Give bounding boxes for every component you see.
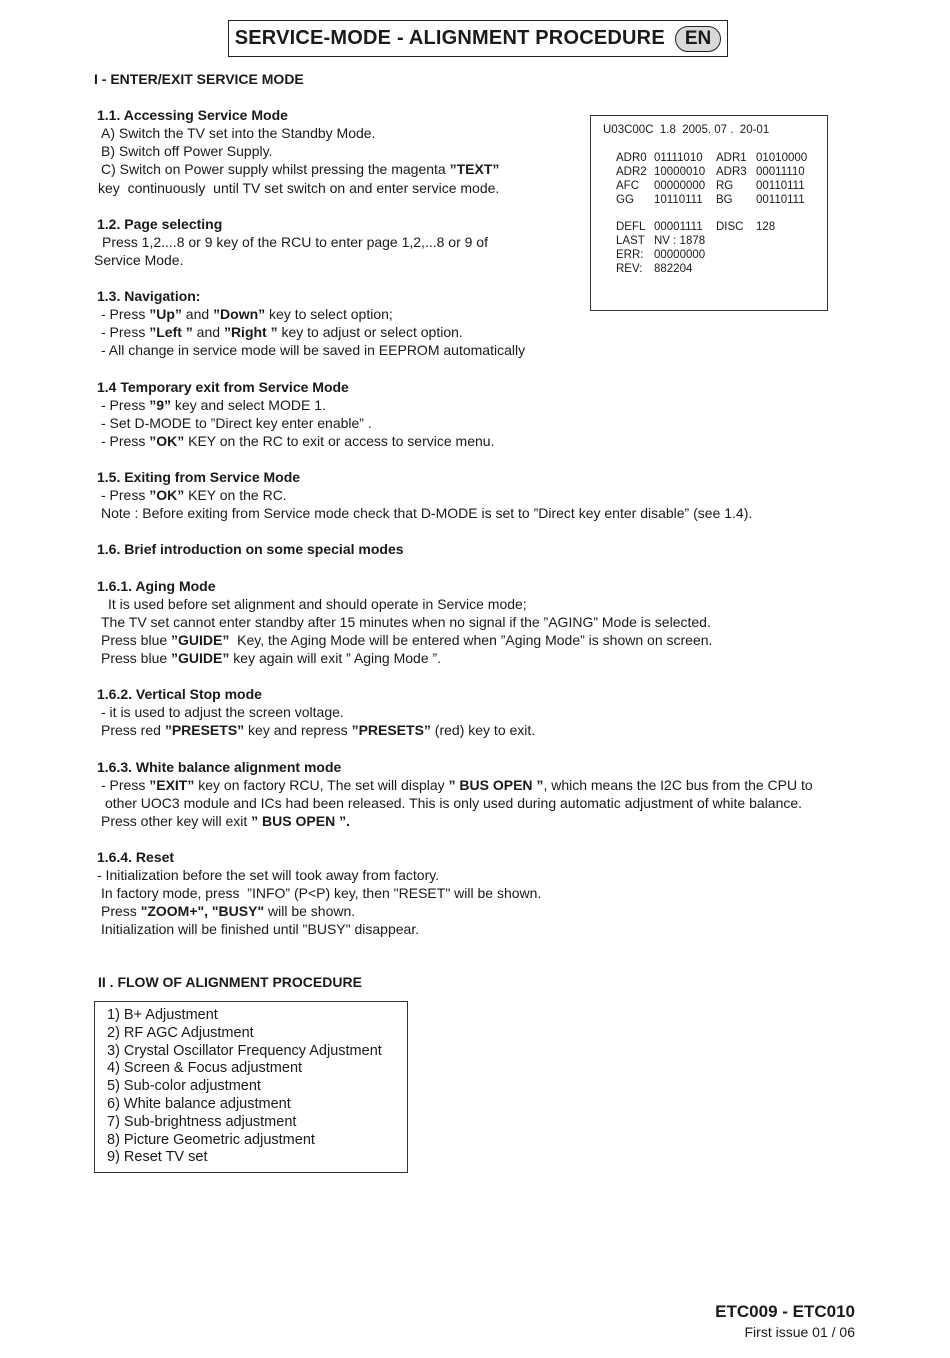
heading-exiting-service-mode: 1.5. Exiting from Service Mode <box>97 469 301 486</box>
exiting-line-1: - Press ”OK” KEY on the RC. <box>101 487 287 504</box>
reset-line-1: - Initialization before the set will took away from factory. <box>97 867 440 884</box>
heading-accessing-service-mode: 1.1. Accessing Service Mode <box>97 107 288 124</box>
step-c: C) Switch on Power supply whilst pressing the magenta ”TEXT” <box>101 161 500 178</box>
screen-row: REV: 882204 <box>616 263 693 275</box>
white-balance-line-1: - Press ”EXIT” key on factory RCU, The set will display ” BUS OPEN ”, which means the I2C bus from the CPU to <box>101 776 813 793</box>
screen-row: ADR2 10000010 ADR3 00011110 <box>616 166 805 178</box>
reset-line-3: Press "ZOOM+", "BUSY" will be shown. <box>101 903 356 920</box>
section-heading-flow: II . FLOW OF ALIGNMENT PROCEDURE <box>98 973 362 990</box>
vertical-stop-line-2: Press red ”PRESETS” key and repress ”PRESETS” (red) key to exit. <box>101 722 536 739</box>
alignment-flow-list <box>94 1001 408 1173</box>
screen-row: LAST NV : 1878 <box>616 235 706 247</box>
white-balance-line-2: other UOC3 module and ICs had been released. This is only used during automatic adjustment of white balance. <box>105 794 803 811</box>
heading-temporary-exit: 1.4 Temporary exit from Service Mode <box>97 378 349 395</box>
screen-row: ERR: 00000000 <box>616 249 706 261</box>
aging-line-4: Press blue ”GUIDE” key again will exit ” Aging Mode ”. <box>101 650 442 666</box>
flow-step: 6) White balance adjustment <box>107 1095 291 1112</box>
flow-step: 1) B+ Adjustment <box>107 1007 218 1023</box>
service-screen-display <box>590 115 828 311</box>
screen-row: GG 10110111 BG 00110111 <box>616 194 805 206</box>
flow-step: 3) Crystal Oscillator Frequency Adjustment <box>107 1042 382 1059</box>
heading-vertical-stop-mode: 1.6.2. Vertical Stop mode <box>97 686 262 703</box>
page-title-box <box>228 20 728 57</box>
reset-line-4: Initialization will be finished until "BUSY" disappear. <box>101 921 420 938</box>
page-title: SERVICE-MODE - ALIGNMENT PROCEDURE <box>234 27 665 49</box>
aging-line-1: It is used before set alignment and should operate in Service mode; <box>108 595 527 612</box>
flow-step: 8) Picture Geometric adjustment <box>107 1131 315 1148</box>
temporary-exit-line-1: - Press ”9” key and select MODE 1. <box>101 396 326 413</box>
flow-step: 4) Screen & Focus adjustment <box>107 1060 303 1077</box>
navigation-line-2: - Press ”Left ” and ”Right ” key to adjust or select option. <box>101 324 463 341</box>
footer-model: ETC009 - ETC010 <box>715 1302 855 1321</box>
heading-aging-mode: 1.6.1. Aging Mode <box>97 577 216 594</box>
heading-navigation: 1.3. Navigation: <box>97 288 201 305</box>
step-c-continued: key continuously until TV set switch on and enter service mode. <box>98 179 500 196</box>
heading-reset: 1.6.4. Reset <box>97 849 175 866</box>
navigation-line-3: - All change in service mode will be saved in EEPROM automatically <box>101 342 526 359</box>
aging-line-2: The TV set cannot enter standby after 15 minutes when no signal if the ”AGING” Mode is selected. <box>101 613 711 630</box>
vertical-stop-line-1: - it is used to adjust the screen voltage. <box>101 704 344 721</box>
screen-row: ADR0 01111010 ADR1 01010000 <box>616 152 808 164</box>
flow-step: 2) RF AGC Adjustment <box>107 1024 254 1041</box>
flow-step: 7) Sub-brightness adjustment <box>107 1113 297 1130</box>
flow-step: 9) Reset TV set <box>107 1149 208 1166</box>
white-balance-line-3: Press other key will exit ” BUS OPEN ”. <box>101 812 350 829</box>
temporary-exit-line-3: - Press ”OK” KEY on the RC to exit or access to service menu. <box>101 432 495 449</box>
screen-row: AFC 00000000 RG 00110111 <box>616 180 805 192</box>
step-b: B) Switch off Power Supply. <box>101 143 273 160</box>
page-selecting-text-1: Press 1,2....8 or 9 key of the RCU to enter page 1,2,...8 or 9 of <box>102 233 488 250</box>
navigation-line-1: - Press ”Up” and ”Down” key to select option; <box>101 306 393 323</box>
flow-step: 5) Sub-color adjustment <box>107 1078 261 1095</box>
step-a: A) Switch the TV set into the Standby Mode. <box>101 125 376 142</box>
exiting-note: Note : Before exiting from Service mode check that D-MODE is set to ”Direct key enter disable” (see 1.4). <box>101 505 753 522</box>
page-selecting-text-2: Service Mode. <box>94 251 184 268</box>
aging-line-3: Press blue ”GUIDE” Key, the Aging Mode will be entered when ”Aging Mode” is shown on screen. <box>101 631 713 648</box>
heading-page-selecting: 1.2. Page selecting <box>97 215 223 232</box>
service-screen-header: U03C00C 1.8 2005. 07 . 20-01 <box>603 124 770 136</box>
heading-white-balance-mode: 1.6.3. White balance alignment mode <box>97 758 342 775</box>
language-badge: EN <box>675 26 721 52</box>
screen-row: DEFL 00001111 DISC 128 <box>616 221 776 233</box>
temporary-exit-line-2: - Set D-MODE to ”Direct key enter enable” . <box>101 414 372 431</box>
section-heading-enter-exit: I - ENTER/EXIT SERVICE MODE <box>94 71 304 87</box>
footer-issue: First issue 01 / 06 <box>744 1324 855 1340</box>
heading-special-modes: 1.6. Brief introduction on some special modes <box>97 541 404 558</box>
reset-line-2: In factory mode, press ”INFO” (P<P) key, then "RESET" will be shown. <box>101 885 542 902</box>
